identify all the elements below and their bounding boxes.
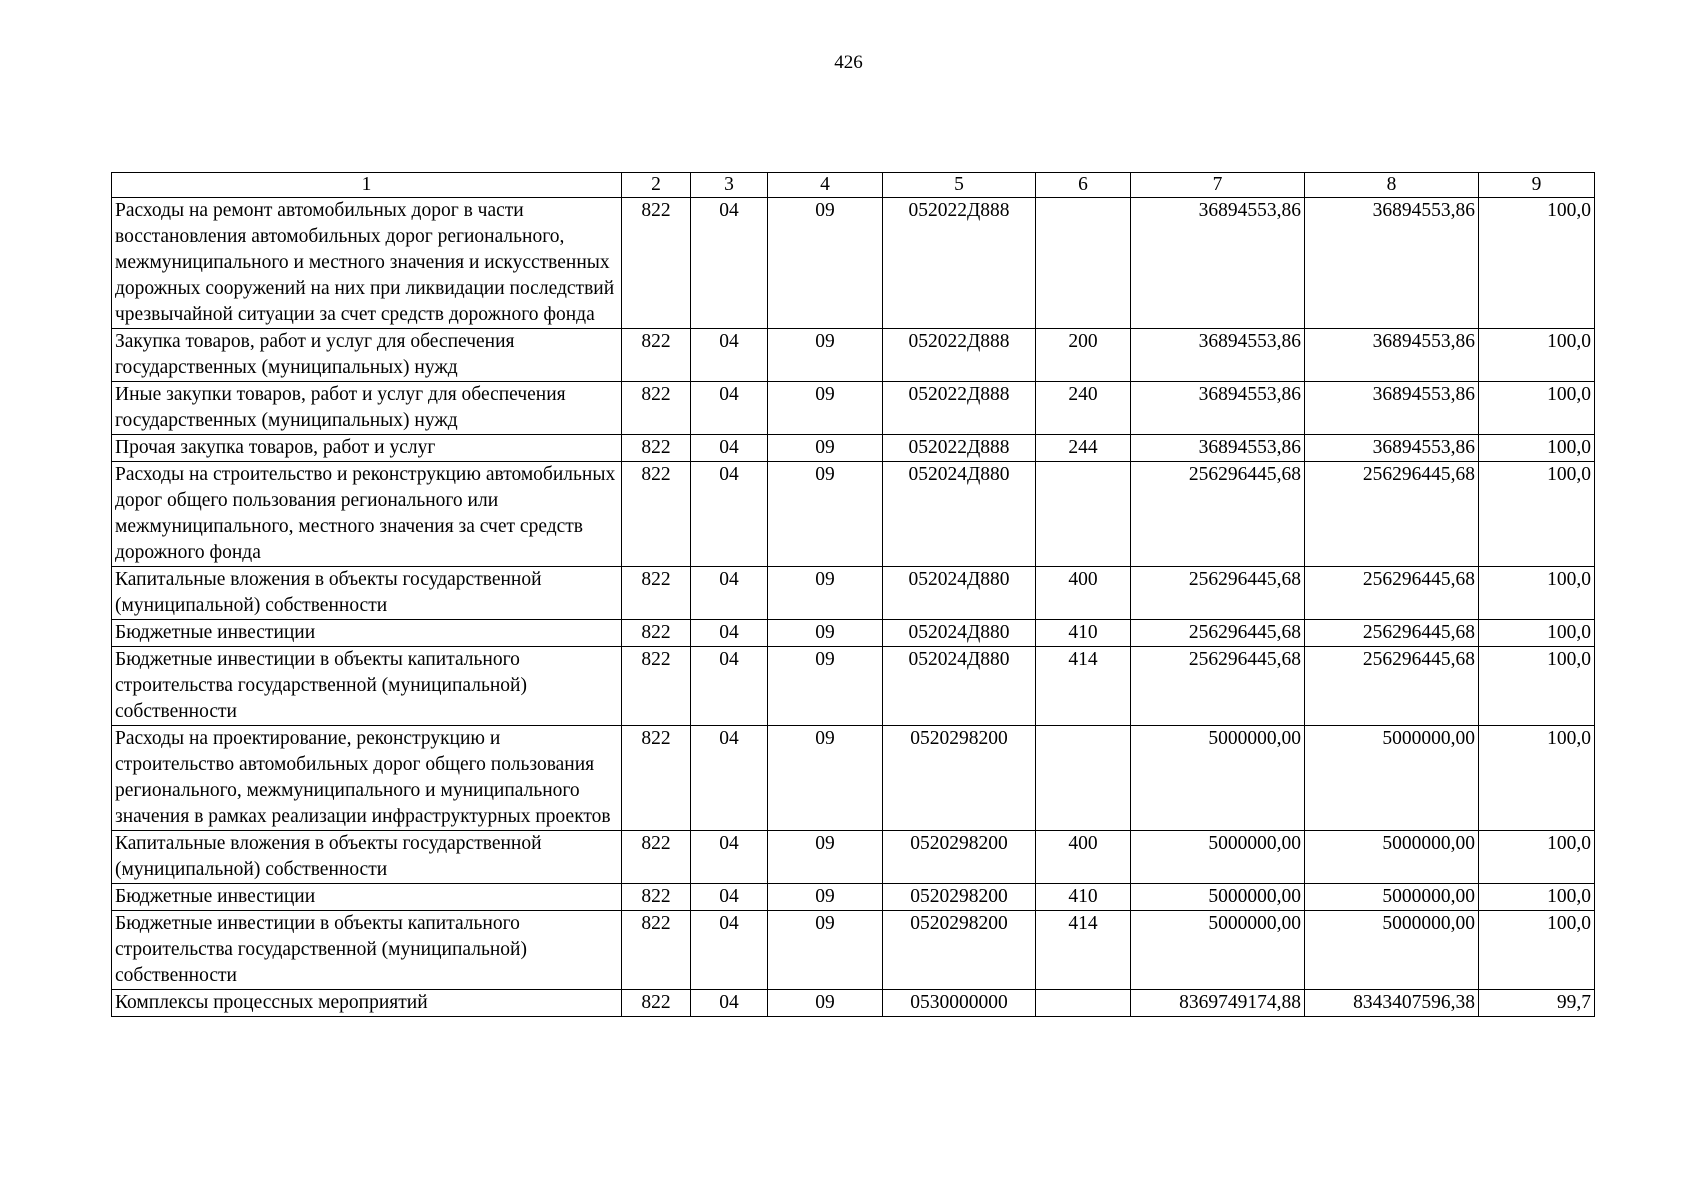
- row-name: Расходы на ремонт автомобильных дорог в части восстановления автомобильных дорог регионального, межмуниципального и местного значения и искусственных дорожных сооружений на них при ликвидации последствий чрезвычайной ситуации за счет средств дорожного фонда: [112, 198, 622, 329]
- row-amount-executed: 36894553,86: [1305, 435, 1479, 462]
- table-row: [112, 911, 1595, 990]
- row-admin-code: 822: [622, 382, 691, 435]
- row-percent: 100,0: [1479, 884, 1595, 911]
- row-amount-planned: 36894553,86: [1131, 382, 1305, 435]
- row-amount-executed: 5000000,00: [1305, 884, 1479, 911]
- row-name: Бюджетные инвестиции в объекты капитального строительства государственной (муниципальной) собственности: [112, 911, 622, 990]
- header-col-6: 6: [1036, 173, 1131, 198]
- row-percent: 99,7: [1479, 990, 1595, 1017]
- row-target-article: 0520298200: [883, 911, 1036, 990]
- row-admin-code: 822: [622, 198, 691, 329]
- row-subsection: 09: [768, 911, 883, 990]
- table-row: [112, 647, 1595, 726]
- row-admin-code: 822: [622, 726, 691, 831]
- row-amount-executed: 256296445,68: [1305, 567, 1479, 620]
- row-admin-code: 822: [622, 831, 691, 884]
- table-body: [112, 198, 1595, 1017]
- table-row: [112, 435, 1595, 462]
- row-percent: 100,0: [1479, 567, 1595, 620]
- row-section: 04: [691, 647, 768, 726]
- row-target-article: 052024Д880: [883, 620, 1036, 647]
- row-target-article: 052024Д880: [883, 647, 1036, 726]
- row-target-article: 052024Д880: [883, 567, 1036, 620]
- row-percent: 100,0: [1479, 462, 1595, 567]
- row-name: Бюджетные инвестиции в объекты капитального строительства государственной (муниципальной) собственности: [112, 647, 622, 726]
- row-percent: 100,0: [1479, 329, 1595, 382]
- header-col-5: 5: [883, 173, 1036, 198]
- row-amount-executed: 5000000,00: [1305, 726, 1479, 831]
- row-amount-executed: 36894553,86: [1305, 382, 1479, 435]
- table-row: [112, 990, 1595, 1017]
- row-expense-type: 200: [1036, 329, 1131, 382]
- table-row: [112, 884, 1595, 911]
- row-section: 04: [691, 567, 768, 620]
- row-name: Иные закупки товаров, работ и услуг для обеспечения государственных (муниципальных) нужд: [112, 382, 622, 435]
- header-col-9: 9: [1479, 173, 1595, 198]
- row-target-article: 052022Д888: [883, 329, 1036, 382]
- row-expense-type: [1036, 462, 1131, 567]
- row-name: Расходы на проектирование, реконструкцию и строительство автомобильных дорог общего пользования регионального, межмуниципального и муниципального значения в рамках реализации инфраструктурных проектов: [112, 726, 622, 831]
- budget-table: [111, 172, 1595, 1017]
- row-name: Комплексы процессных мероприятий: [112, 990, 622, 1017]
- row-expense-type: 240: [1036, 382, 1131, 435]
- row-section: 04: [691, 911, 768, 990]
- row-section: 04: [691, 831, 768, 884]
- header-col-3: 3: [691, 173, 768, 198]
- row-target-article: 052022Д888: [883, 382, 1036, 435]
- row-amount-planned: 256296445,68: [1131, 647, 1305, 726]
- row-section: 04: [691, 329, 768, 382]
- row-section: 04: [691, 198, 768, 329]
- table-header: [112, 173, 1595, 198]
- row-section: 04: [691, 990, 768, 1017]
- page-number: 426: [834, 52, 863, 73]
- row-amount-executed: 36894553,86: [1305, 198, 1479, 329]
- row-target-article: 0520298200: [883, 884, 1036, 911]
- table-row: [112, 726, 1595, 831]
- row-amount-planned: 5000000,00: [1131, 726, 1305, 831]
- row-section: 04: [691, 726, 768, 831]
- row-expense-type: 414: [1036, 911, 1131, 990]
- row-subsection: 09: [768, 435, 883, 462]
- row-expense-type: 244: [1036, 435, 1131, 462]
- row-expense-type: 410: [1036, 620, 1131, 647]
- row-admin-code: 822: [622, 647, 691, 726]
- row-name: Прочая закупка товаров, работ и услуг: [112, 435, 622, 462]
- row-admin-code: 822: [622, 462, 691, 567]
- row-section: 04: [691, 462, 768, 567]
- row-name: Расходы на строительство и реконструкцию автомобильных дорог общего пользования регионального или межмуниципального, местного значения за счет средств дорожного фонда: [112, 462, 622, 567]
- table-row: [112, 831, 1595, 884]
- row-admin-code: 822: [622, 990, 691, 1017]
- header-row: [112, 173, 1595, 198]
- row-expense-type: 410: [1036, 884, 1131, 911]
- header-col-1: 1: [112, 173, 622, 198]
- row-target-article: 0520298200: [883, 831, 1036, 884]
- row-amount-planned: 8369749174,88: [1131, 990, 1305, 1017]
- row-subsection: 09: [768, 884, 883, 911]
- row-subsection: 09: [768, 198, 883, 329]
- row-amount-planned: 256296445,68: [1131, 462, 1305, 567]
- table-row: [112, 620, 1595, 647]
- row-expense-type: 414: [1036, 647, 1131, 726]
- row-percent: 100,0: [1479, 620, 1595, 647]
- row-name: Капитальные вложения в объекты государственной (муниципальной) собственности: [112, 831, 622, 884]
- row-percent: 100,0: [1479, 647, 1595, 726]
- row-subsection: 09: [768, 382, 883, 435]
- row-expense-type: [1036, 990, 1131, 1017]
- row-expense-type: 400: [1036, 831, 1131, 884]
- row-target-article: 052024Д880: [883, 462, 1036, 567]
- row-amount-executed: 256296445,68: [1305, 647, 1479, 726]
- row-name: Бюджетные инвестиции: [112, 884, 622, 911]
- table-row: [112, 462, 1595, 567]
- row-percent: 100,0: [1479, 382, 1595, 435]
- row-amount-executed: 36894553,86: [1305, 329, 1479, 382]
- row-percent: 100,0: [1479, 831, 1595, 884]
- row-admin-code: 822: [622, 435, 691, 462]
- row-amount-planned: 256296445,68: [1131, 620, 1305, 647]
- row-percent: 100,0: [1479, 726, 1595, 831]
- table-row: [112, 329, 1595, 382]
- table-row: [112, 382, 1595, 435]
- row-subsection: 09: [768, 620, 883, 647]
- row-admin-code: 822: [622, 911, 691, 990]
- row-expense-type: [1036, 198, 1131, 329]
- row-amount-executed: 5000000,00: [1305, 911, 1479, 990]
- row-amount-executed: 256296445,68: [1305, 462, 1479, 567]
- row-amount-planned: 256296445,68: [1131, 567, 1305, 620]
- row-amount-planned: 5000000,00: [1131, 831, 1305, 884]
- row-section: 04: [691, 435, 768, 462]
- header-col-7: 7: [1131, 173, 1305, 198]
- header-col-2: 2: [622, 173, 691, 198]
- row-name: Закупка товаров, работ и услуг для обеспечения государственных (муниципальных) нужд: [112, 329, 622, 382]
- row-admin-code: 822: [622, 884, 691, 911]
- row-amount-executed: 256296445,68: [1305, 620, 1479, 647]
- row-admin-code: 822: [622, 620, 691, 647]
- row-subsection: 09: [768, 567, 883, 620]
- row-target-article: 052022Д888: [883, 198, 1036, 329]
- header-col-4: 4: [768, 173, 883, 198]
- row-percent: 100,0: [1479, 435, 1595, 462]
- row-percent: 100,0: [1479, 198, 1595, 329]
- row-subsection: 09: [768, 462, 883, 567]
- row-target-article: 052022Д888: [883, 435, 1036, 462]
- row-target-article: 0530000000: [883, 990, 1036, 1017]
- row-name: Бюджетные инвестиции: [112, 620, 622, 647]
- table-row: [112, 567, 1595, 620]
- row-subsection: 09: [768, 831, 883, 884]
- table-row: [112, 198, 1595, 329]
- row-subsection: 09: [768, 647, 883, 726]
- row-section: 04: [691, 620, 768, 647]
- row-admin-code: 822: [622, 567, 691, 620]
- row-subsection: 09: [768, 329, 883, 382]
- row-amount-executed: 5000000,00: [1305, 831, 1479, 884]
- row-amount-planned: 36894553,86: [1131, 198, 1305, 329]
- row-target-article: 0520298200: [883, 726, 1036, 831]
- row-name: Капитальные вложения в объекты государственной (муниципальной) собственности: [112, 567, 622, 620]
- row-subsection: 09: [768, 990, 883, 1017]
- row-amount-planned: 5000000,00: [1131, 911, 1305, 990]
- row-percent: 100,0: [1479, 911, 1595, 990]
- row-subsection: 09: [768, 726, 883, 831]
- row-expense-type: 400: [1036, 567, 1131, 620]
- row-admin-code: 822: [622, 329, 691, 382]
- row-amount-planned: 5000000,00: [1131, 884, 1305, 911]
- row-amount-planned: 36894553,86: [1131, 329, 1305, 382]
- row-expense-type: [1036, 726, 1131, 831]
- row-section: 04: [691, 382, 768, 435]
- row-amount-executed: 8343407596,38: [1305, 990, 1479, 1017]
- header-col-8: 8: [1305, 173, 1479, 198]
- row-amount-planned: 36894553,86: [1131, 435, 1305, 462]
- row-section: 04: [691, 884, 768, 911]
